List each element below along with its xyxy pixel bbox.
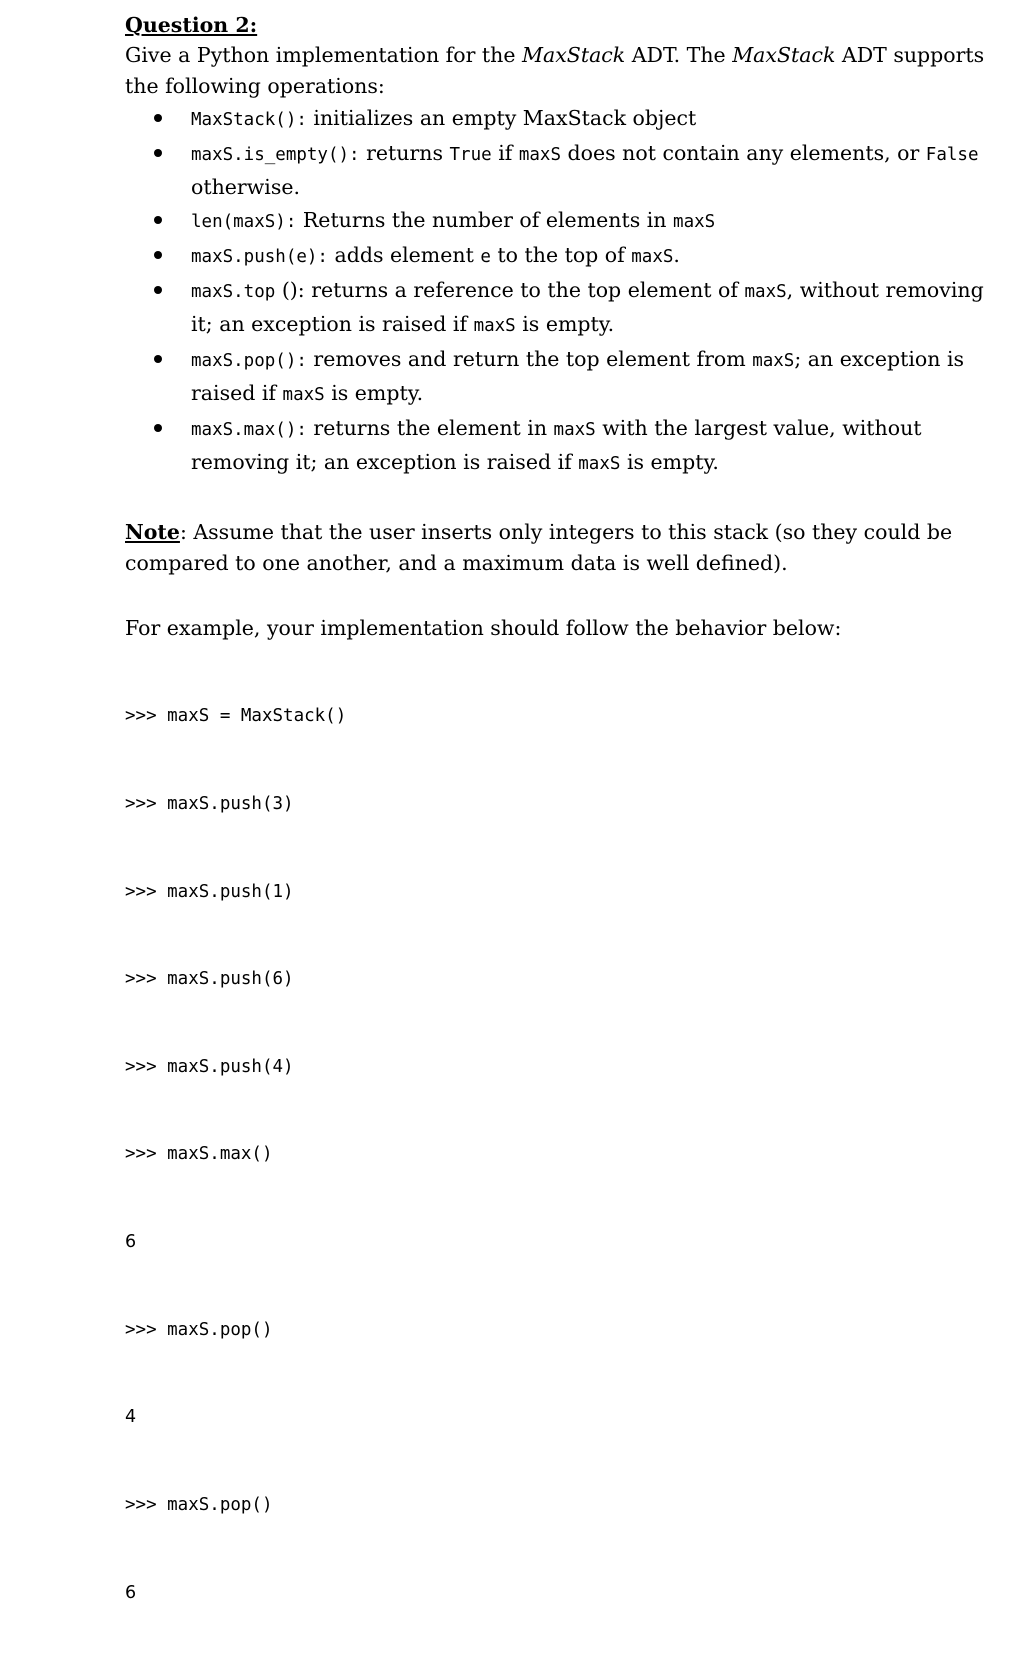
code-line: >>> maxS = MaxStack(): [125, 706, 347, 727]
op-text: returns the element in: [306, 416, 554, 440]
note-label: Note: [125, 520, 180, 544]
op-code: MaxStack():: [191, 110, 307, 130]
op-text: is empty.: [620, 450, 719, 474]
bullet-icon: [154, 424, 162, 432]
op-code: maxS.top: [191, 282, 276, 302]
bullet-icon: [154, 114, 162, 122]
op-code: False: [925, 145, 979, 165]
op-code: maxS.is_empty():: [191, 145, 360, 165]
output-line: 6: [125, 1232, 137, 1253]
op-code: maxS.pop():: [191, 351, 307, 371]
op-code: maxS: [578, 454, 621, 474]
code-line: >>> maxS.push(6): [125, 969, 294, 990]
operation-item: [125, 412, 1005, 480]
op-code: maxS: [631, 247, 674, 267]
intro-text-2: ADT. The: [625, 43, 733, 67]
example-section: [125, 613, 1005, 1666]
op-text: ; an exception is raised if: [191, 347, 965, 405]
intro-em-2: MaxStack: [732, 43, 836, 67]
operation-item: [125, 343, 1005, 411]
bullet-icon: [154, 149, 162, 157]
code-line: >>> maxS.max(): [125, 1144, 273, 1165]
op-code: e: [480, 247, 491, 267]
op-text: returns: [359, 141, 450, 165]
note-paragraph: [125, 517, 1005, 579]
op-text: (): returns a reference to the top element of: [275, 278, 745, 302]
code-line: >>> maxS.push(1): [125, 881, 294, 902]
op-text: otherwise.: [191, 175, 300, 199]
op-code: True: [449, 145, 492, 165]
op-text: is empty.: [324, 381, 424, 405]
bullet-icon: [154, 216, 162, 224]
code-line: >>> maxS.pop(): [125, 1319, 273, 1340]
operation-item: [125, 204, 1005, 238]
op-text: .: [673, 243, 680, 267]
operation-item: [125, 239, 1005, 273]
op-text: to the top of: [490, 243, 632, 267]
op-text: removes and return the top element from: [306, 347, 753, 371]
bullet-icon: [154, 286, 162, 294]
bullet-icon: [154, 251, 162, 259]
op-code: len(maxS):: [191, 212, 297, 232]
op-code: maxS.push(e):: [191, 247, 328, 267]
op-text: does not contain any elements, or: [561, 141, 926, 165]
op-code: maxS: [744, 282, 787, 302]
op-code: maxS: [673, 212, 716, 232]
op-text: , without removing it; an exception is raised if: [191, 278, 984, 336]
code-line: >>> maxS.push(3): [125, 794, 294, 815]
intro-text-1: Give a Python implementation for the: [125, 43, 523, 67]
op-code: maxS.max():: [191, 420, 307, 440]
op-code: maxS: [553, 420, 596, 440]
code-line: >>> maxS.push(4): [125, 1056, 294, 1077]
intro-text-3: ADT supports the following operations:: [125, 43, 985, 98]
code-line: >>> maxS.pop(): [125, 1494, 273, 1515]
op-code: maxS: [473, 316, 516, 336]
question-title: Question 2:: [125, 13, 258, 37]
op-text: is empty.: [515, 312, 615, 336]
example-code-block: [125, 644, 1005, 1666]
op-code: maxS: [752, 351, 795, 371]
operation-item: [125, 274, 1005, 342]
output-line: 4: [125, 1407, 137, 1428]
op-text: Returns the number of elements in: [296, 208, 674, 232]
operation-item: [125, 102, 1005, 136]
op-text: with the largest value, without removing it; an exception is raised if: [191, 416, 922, 474]
op-text: initializes an empty MaxStack object: [306, 106, 697, 130]
operation-item: [125, 137, 1005, 203]
document-page: [125, 10, 1005, 1666]
example-intro: For example, your implementation should follow the behavior below:: [125, 616, 842, 640]
intro-em-1: MaxStack: [522, 43, 626, 67]
op-text: adds element: [327, 243, 481, 267]
operations-list: [125, 102, 1005, 480]
output-line: 6: [125, 1582, 137, 1603]
question-intro: [125, 40, 1005, 102]
note-text: : Assume that the user inserts only integers to this stack (so they could be compared to one another, and a maximum data is well defined).: [125, 520, 953, 575]
bullet-icon: [154, 355, 162, 363]
op-code: maxS: [518, 145, 562, 165]
op-text: if: [491, 141, 519, 165]
op-code: maxS: [282, 385, 325, 405]
